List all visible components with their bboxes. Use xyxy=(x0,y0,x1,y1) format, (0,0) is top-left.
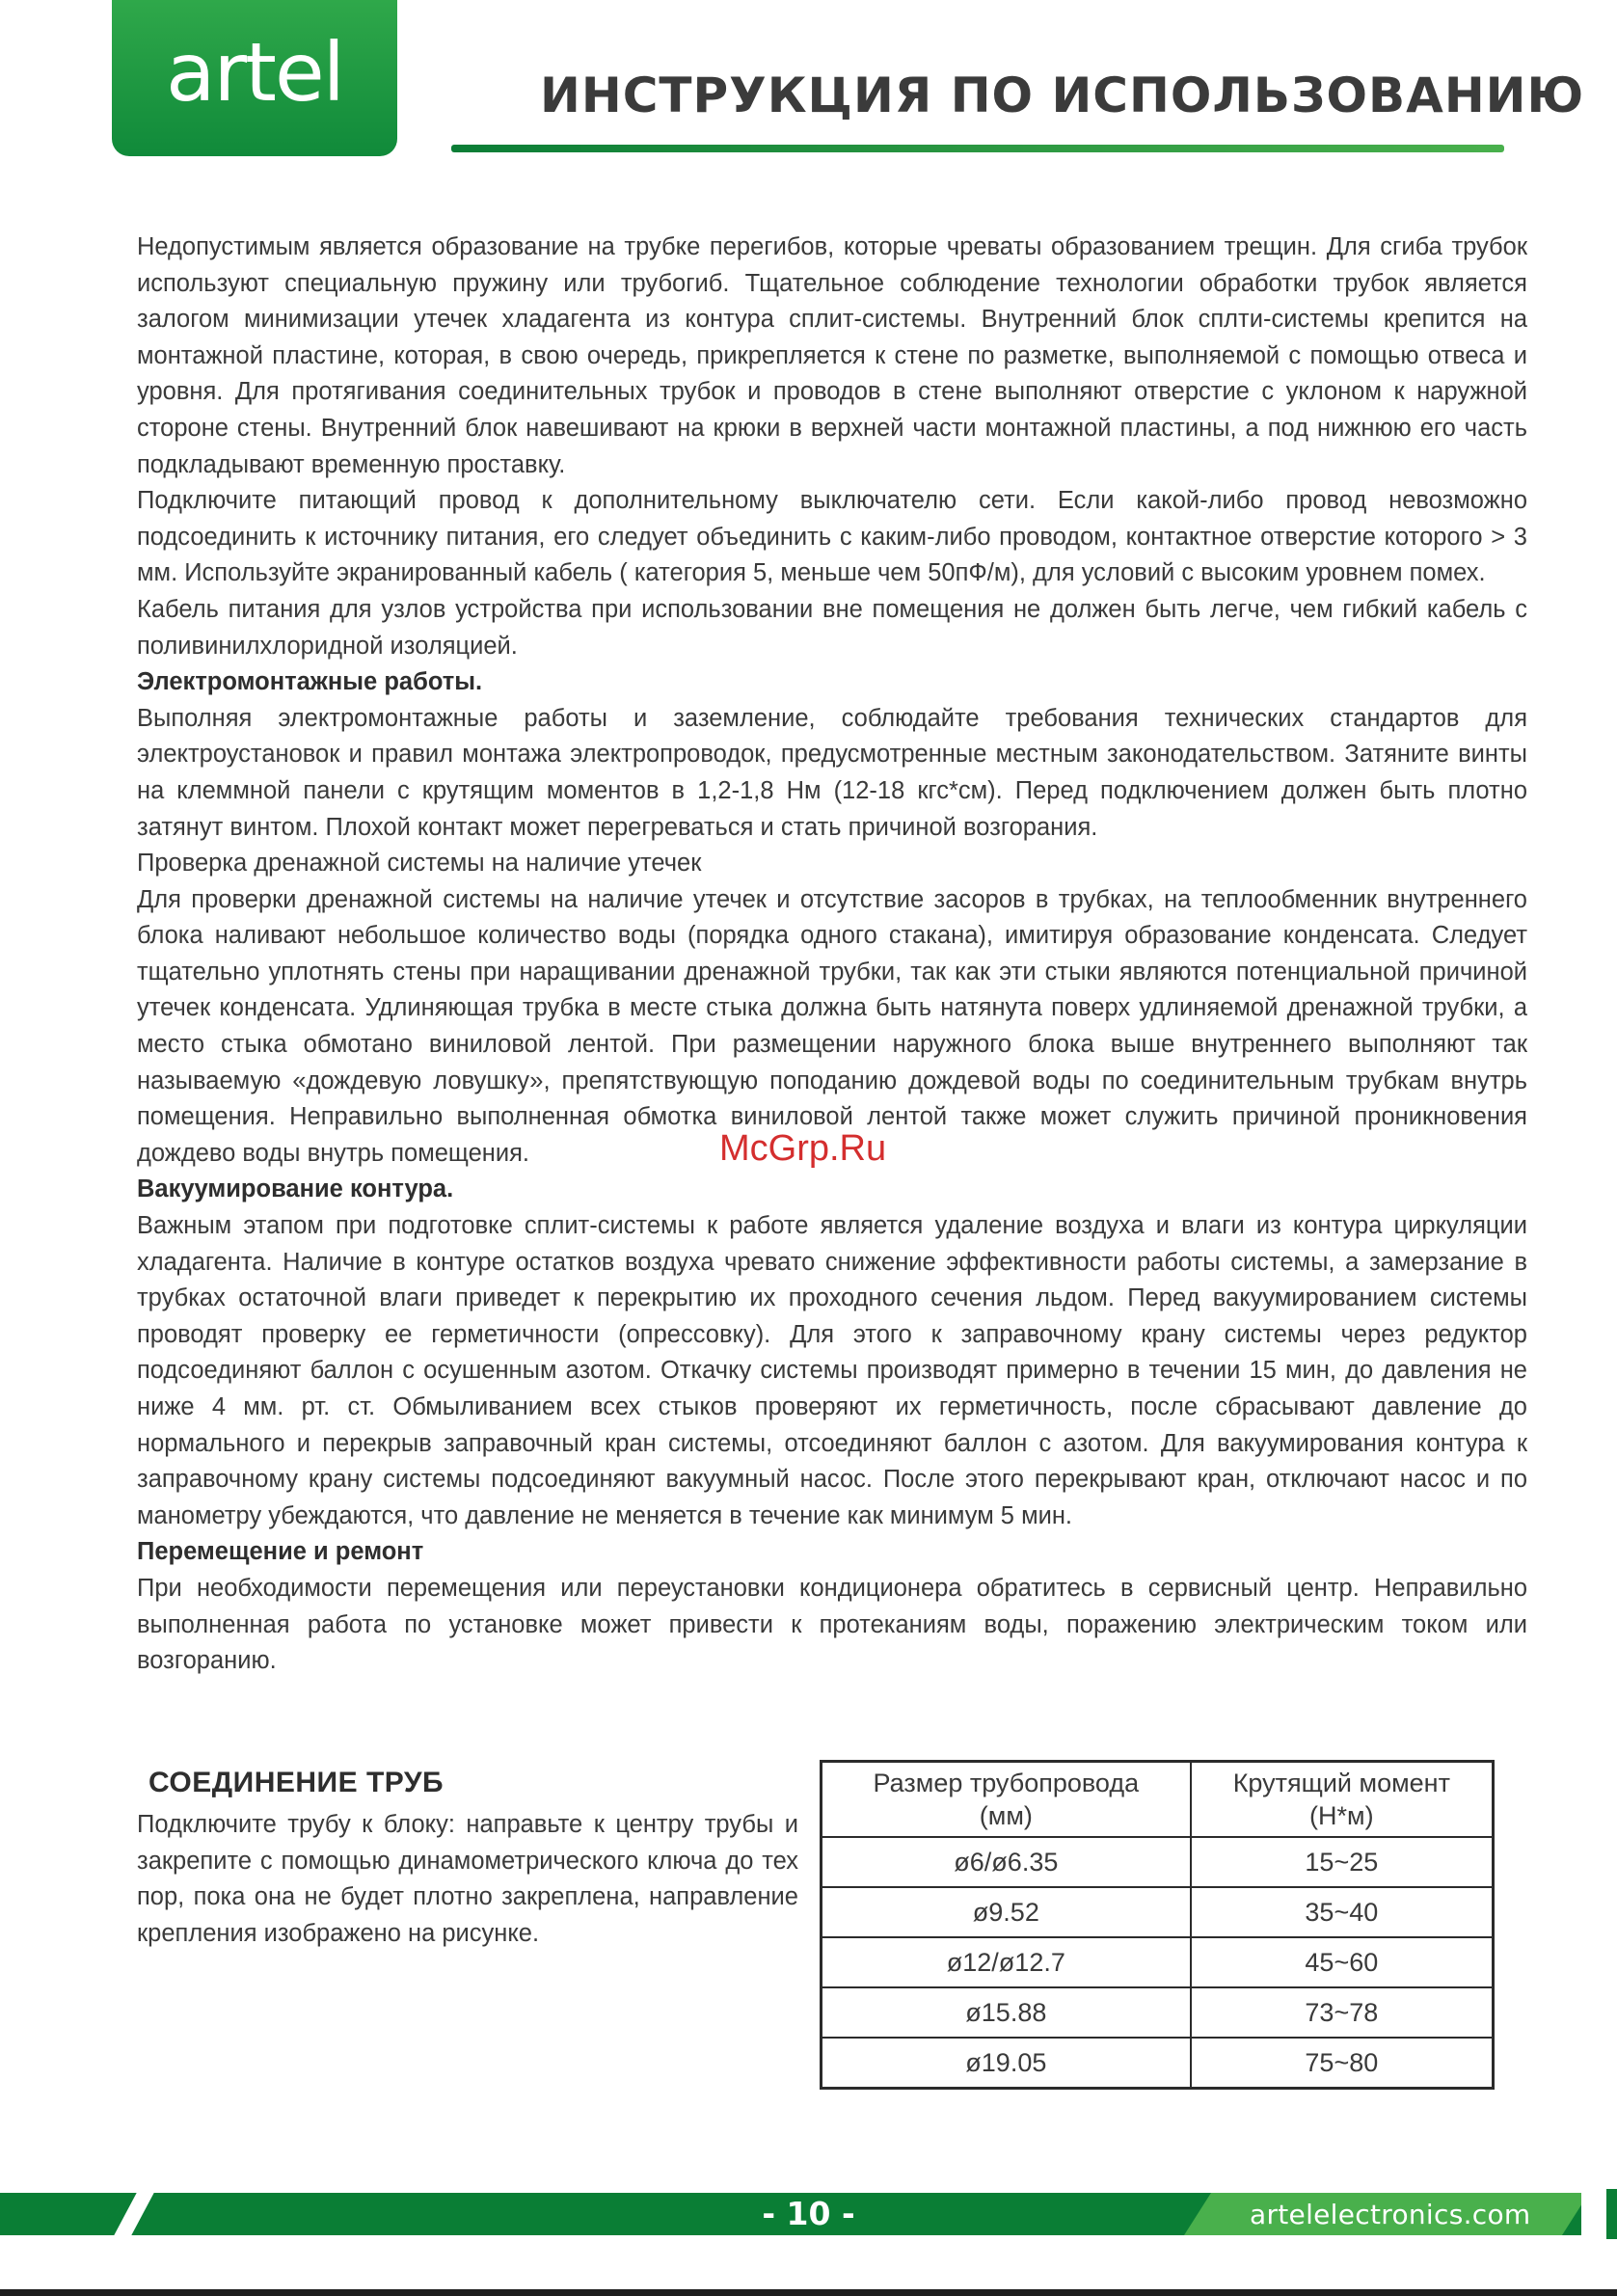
table-header-row xyxy=(822,1762,1494,1838)
paragraph-power-cable: Кабель питания для узлов устройства при использовании вне помещения не должен быть легче, чем гибкий кабель с поливинилхлоридной изоляцией. xyxy=(137,595,1527,660)
torque-cell: 73~78 xyxy=(1191,1987,1494,2038)
paragraph-pipe-bending: Недопустимым является образование на трубке перегибов, которые чреваты образованием трещин. Для сгиба трубок используют специальную пружину или трубогиб. Тщательное соблюдение технологии обработки трубок является залогом минимизации утечек хладагента из контура сплит-системы. Внутренний блок сплти-системы крепится на монтажной пластине, которая, в свою очередь, прикрепляется к стене по разметке, выполняемой с помощью отвеса и уровня. Для протягивания соединительных трубок и проводов в стене выполняют отверстие с уклоном к наружной стороне стены. Внутренний блок навешивают на крюки в верхней части монтажной пластины, а под нижнюю его часть подкладывают временную проставку. xyxy=(137,233,1527,478)
section-title-pipe-connection: СОЕДИНЕНИЕ ТРУБ xyxy=(148,1767,445,1798)
paragraph-vacuuming: Важным этапом при подготовке сплит-системы к работе является удаление воздуха и влаги из контура циркуляции хладагента. Наличие в контуре остатков воздуха чревато снижение эффективности работы системы, а замерзание в трубках остаточной влаги приведет к перекрытию их проходного сечения льдом. Перед вакуумированием системы проводят проверку ее герметичности (опрессовку). Для этого к заправочному крану системы через редуктор подсоединяют баллон с осушенным азотом. Откачку системы производят примерно в течении 15 мин, до давления не ниже 4 мм. рт. ст. Обмыливанием всех стыков проверяют их герметичность, после сбрасывают давление до нормального и перекрыв заправочный кран системы, отсоединяют баллон с азотом. Для вакуумирования контура к заправочному крану системы подсоединяют вакуумный насос. После этого перекрывают кран, отключают насос и по манометру убеждаются, что давление не меняется в течение как минимум 5 мин. xyxy=(137,1212,1527,1529)
title-underline xyxy=(451,145,1504,152)
body-text xyxy=(137,230,1527,1680)
table-row xyxy=(822,1987,1494,2038)
bottom-strip xyxy=(0,2289,1617,2296)
torque-cell: 15~25 xyxy=(1191,1837,1494,1887)
header-torque-line2: (Н*м) xyxy=(1309,1801,1374,1830)
header-pipe-size-line2: (мм) xyxy=(979,1801,1033,1830)
pipe-size-cell: ø9.52 xyxy=(822,1887,1191,1937)
page-number: - 10 - xyxy=(762,2195,855,2232)
torque-table xyxy=(820,1760,1495,2090)
heading-relocation: Перемещение и ремонт xyxy=(137,1538,424,1566)
paragraph-power-wire: Подключите питающий провод к дополнительному выключателю сети. Если какой-либо провод невозможно подсоединить к источнику питания, его следует объединить с каким-либо проводом, контактное отверстие которого > 3 мм. Используйте экранированный кабель ( категория 5, меньше чем 50пФ/м), для условий с высоким уровнем помех. xyxy=(137,487,1527,587)
header-torque xyxy=(1191,1762,1494,1838)
paragraph-drainage-check: Для проверки дренажной системы на наличие утечек и отсутствие засоров в трубках, на теплообменник внутреннего блока наливают небольшое количество воды (порядка одного стакана), имитируя образование конденсата. Следует тщательно уплотнять стены при наращивании дренажной трубки, так как эти стыки являются потенциальной причиной утечек конденсата. Удлиняющая трубка в месте стыка должна быть натянута поверх удлиняемой дренажной трубки, а место стыка обмотано виниловой лентой. При размещении наружного блока выше внутреннего выполняют так называемую «дождевую ловушку», препятствующую поподанию дождевой воды по соединительным трубкам внутрь помещения. Неправильно выполненная обмотка виниловой лентой также может служить причиной проникновения дождево воды внутрь помещения. xyxy=(137,885,1527,1167)
table-row xyxy=(822,1937,1494,1987)
table-row xyxy=(822,1887,1494,1937)
website-link[interactable]: artelelectronics.com xyxy=(1250,2199,1531,2230)
table-row xyxy=(822,2038,1494,2089)
table-row xyxy=(822,1837,1494,1887)
pipe-size-cell: ø12/ø12.7 xyxy=(822,1937,1191,1987)
heading-drainage-check: Проверка дренажной системы на наличие утечек xyxy=(137,850,702,878)
header-pipe-size-line1: Размер трубопровода xyxy=(873,1769,1140,1797)
watermark-link[interactable]: McGrp.Ru xyxy=(719,1128,887,1169)
torque-cell: 45~60 xyxy=(1191,1937,1494,1987)
heading-vacuuming: Вакуумирование контура. xyxy=(137,1175,454,1203)
header-pipe-size xyxy=(822,1762,1191,1838)
document-title: ИНСТРУКЦИЯ ПО ИСПОЛЬЗОВАНИЮ xyxy=(540,68,1585,123)
header-torque-line1: Крутящий момент xyxy=(1232,1769,1450,1797)
pipe-size-cell: ø6/ø6.35 xyxy=(822,1837,1191,1887)
artel-logo xyxy=(112,0,397,156)
pipe-connection-text: Подключите трубу к блоку: направьте к центру трубы и закрепите с помощью динамометрического ключа до тех пор, пока она не будет плотно закреплена, направление крепления изображено на рисунке. xyxy=(137,1811,798,1947)
logo-text: artel xyxy=(166,25,343,120)
torque-cell: 75~80 xyxy=(1191,2038,1494,2089)
torque-cell: 35~40 xyxy=(1191,1887,1494,1937)
pipe-size-cell: ø15.88 xyxy=(822,1987,1191,2038)
paragraph-electrical-work: Выполняя электромонтажные работы и заземление, соблюдайте требования технических стандартов для электроустановок и правил монтажа электропроводок, предусмотренные местным законодательством. Затяните винты на клеммной панели с крутящим моментов в 1,2-1,8 Нм (12-18 кгс*см). Перед подключением должен быть плотно затянут винтом. Плохой контакт может перегреваться и стать причиной возгорания. xyxy=(137,704,1527,841)
paragraph-relocation: При необходимости перемещения или переустановки кондиционера обратитесь в сервисный центр. Неправильно выполненная работа по установке может привести к протеканиям воды, поражению электрическим током или возгоранию. xyxy=(137,1574,1527,1675)
pipe-size-cell: ø19.05 xyxy=(822,2038,1191,2089)
heading-electrical-work: Электромонтажные работы. xyxy=(137,668,483,696)
